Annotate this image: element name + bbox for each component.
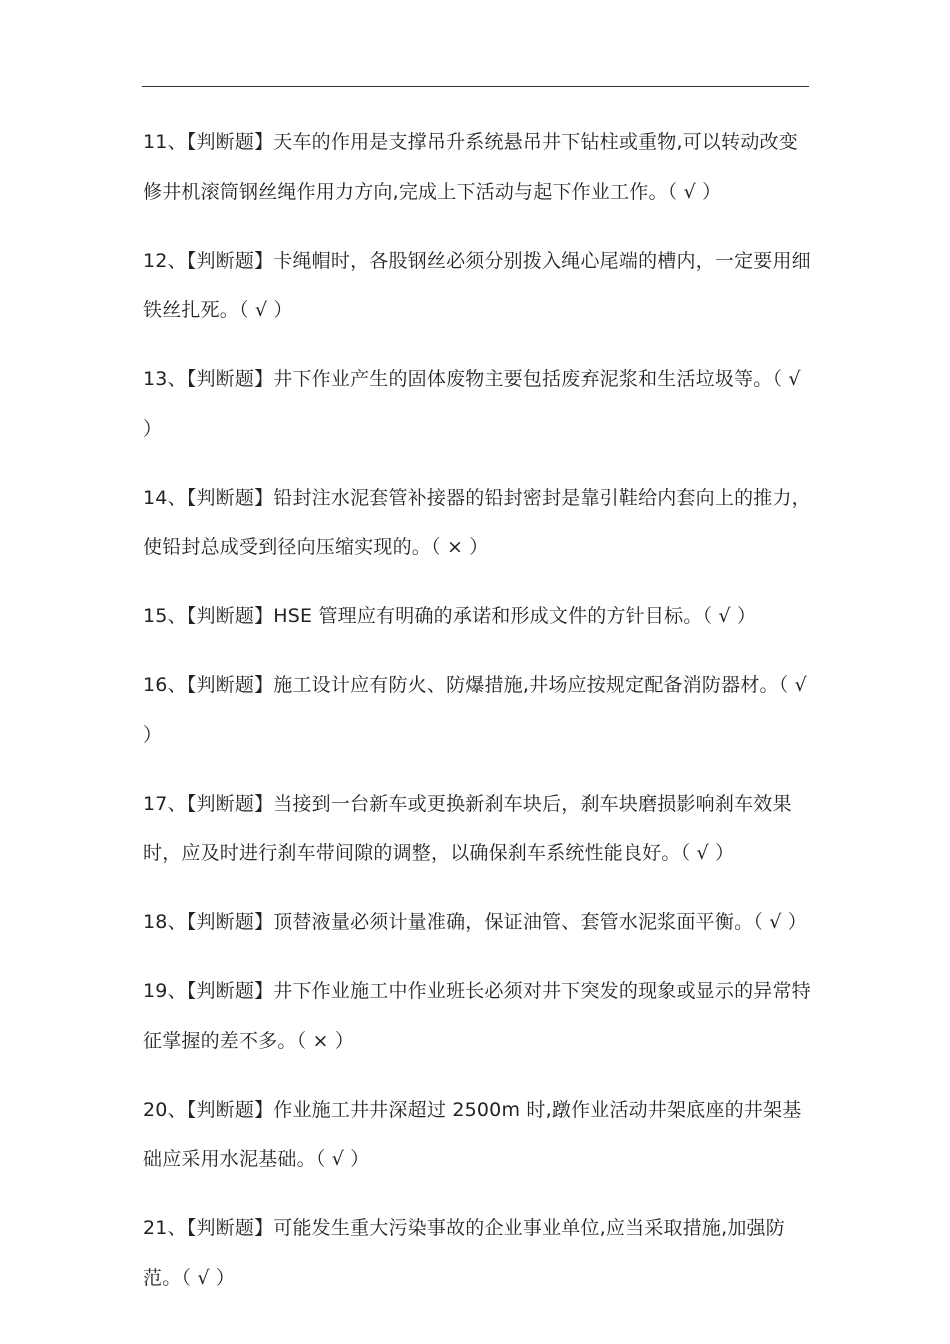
header-rule [142,86,809,87]
question-item: 19、【判断题】井下作业施工中作业班长必须对井下突发的现象或显示的异常特征掌握的差不多。（ × ） [143,980,811,1052]
question-item: 17、【判断题】当接到一台新车或更换新刹车块后，刹车块磨损影响刹车效果时，应及时进行刹车带间隙的调整，以确保刹车系统性能良好。（ √ ） [143,792,792,864]
question-list [143,118,815,1323]
question-item: 12、【判断题】卡绳帽时，各股钢丝必须分别拨入绳心尾端的槽内，一定要用细铁丝扎死。（ √ ） [143,249,811,321]
question-item: 11、【判断题】天车的作用是支撑吊升系统悬吊井下钻柱或重物,可以转动改变修井机滚筒钢丝绳作用力方向,完成上下活动与起下作业工作。（ √ ） [143,131,798,203]
question-item: 13、【判断题】井下作业产生的固体废物主要包括废弃泥浆和生活垃圾等。（ √ ） [143,368,801,440]
question-item: 16、【判断题】施工设计应有防火、防爆措施,井场应按规定配备消防器材。（ √ ） [143,674,807,746]
question-item: 14、【判断题】铅封注水泥套管补接器的铅封密封是靠引鞋给内套向上的推力，使铅封总成受到径向压缩实现的。（ × ） [143,486,811,558]
question-item: 15、【判断题】HSE 管理应有明确的承诺和形成文件的方针目标。（ √ ） [143,605,757,627]
question-item: 20、【判断题】作业施工井井深超过 2500m 时,蹾作业活动井架底座的井架基础应采用水泥基础。（ √ ） [143,1098,802,1170]
question-item: 18、【判断题】顶替液量必须计量准确，保证油管、套管水泥浆面平衡。（ √ ） [143,911,807,933]
question-item: 21、【判断题】可能发生重大污染事故的企业事业单位,应当采取措施,加强防范。（ √ ） [143,1217,785,1289]
